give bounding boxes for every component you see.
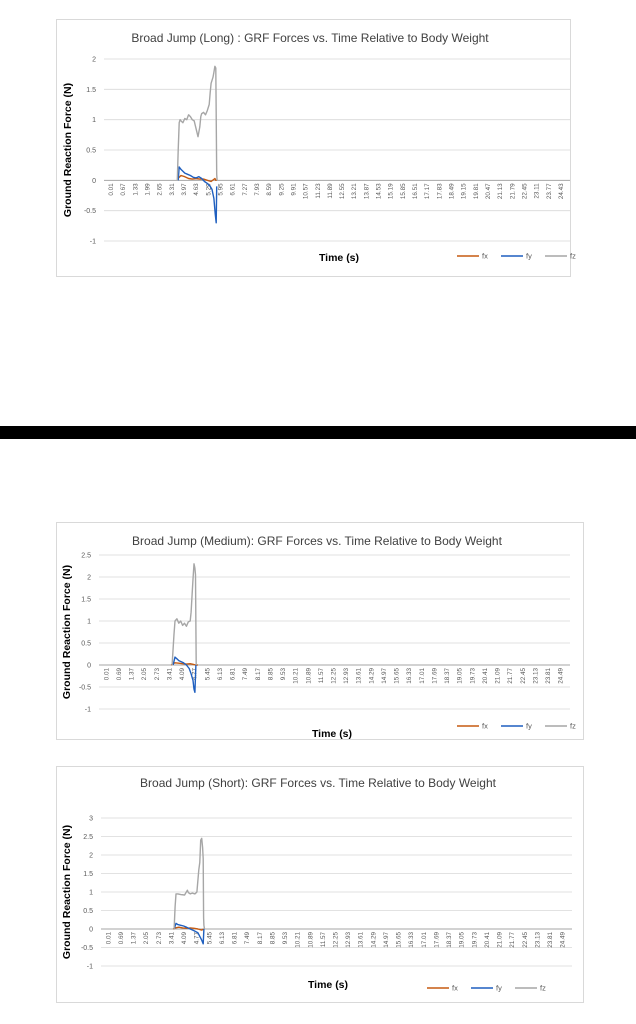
legend-label-fx: fx: [482, 721, 488, 731]
x-tick-label: 1.37: [130, 932, 138, 945]
chart-panel-medium: [56, 522, 584, 740]
x-tick-label: 0.67: [120, 183, 128, 196]
x-tick-label: 19.73: [471, 932, 479, 948]
x-tick-label: 4.09: [179, 668, 187, 681]
x-tick-label: 6.81: [231, 932, 239, 945]
x-tick-label: 14.29: [368, 668, 376, 684]
x-tick-label: 13.61: [357, 932, 365, 948]
x-tick-label: 14.97: [380, 668, 388, 684]
x-tick-label: 19.73: [469, 668, 477, 684]
x-tick-label: 7.93: [253, 183, 261, 196]
x-tick-label: 7.49: [242, 668, 250, 681]
y-tick-label: -0.5: [83, 208, 96, 216]
x-tick-label: 0.01: [103, 668, 111, 681]
legend: [457, 722, 576, 731]
legend-label-fz: fz: [540, 983, 546, 993]
x-tick-label: 10.57: [302, 183, 310, 200]
y-tick-label: -1: [86, 963, 93, 971]
x-tick-label: 6.13: [216, 668, 224, 681]
y-axis-label: Ground Reaction Force (N): [61, 564, 73, 700]
x-tick-label: 9.25: [278, 183, 286, 196]
x-tick-label: 12.25: [330, 668, 338, 684]
x-tick-label: 12.93: [343, 668, 351, 684]
y-tick-label: 1.5: [83, 871, 93, 878]
legend-label-fy: fy: [526, 721, 532, 731]
y-tick-label: 2.5: [83, 834, 93, 841]
x-tick-label: 21.79: [509, 183, 517, 200]
x-tick-label: 14.97: [382, 932, 390, 948]
x-tick-label: 21.09: [496, 932, 504, 948]
x-tick-label: 17.01: [420, 932, 428, 948]
chart-long: [57, 20, 576, 278]
x-tick-label: 23.13: [532, 668, 540, 684]
y-tick-label: -1: [89, 238, 96, 246]
y-tick-label: 1: [92, 117, 96, 125]
x-tick-label: 23.81: [545, 668, 553, 684]
x-tick-label: 15.19: [387, 183, 395, 200]
x-tick-label: 12.93: [345, 932, 353, 948]
x-tick-label: 1.99: [144, 183, 152, 196]
x-tick-label: 7.49: [244, 932, 252, 945]
y-tick-label: 0: [92, 177, 96, 185]
x-tick-label: 17.69: [431, 668, 439, 684]
y-tick-label: 0: [89, 926, 93, 934]
x-tick-label: 0.01: [105, 932, 113, 945]
y-tick-label: 3: [89, 815, 93, 823]
x-tick-label: 22.45: [519, 668, 527, 684]
x-tick-label: 2.73: [155, 932, 163, 945]
y-tick-label: 0.5: [81, 640, 91, 648]
x-tick-label: 5.29: [205, 183, 213, 196]
x-tick-label: 10.21: [292, 668, 300, 684]
x-tick-label: 6.81: [229, 668, 237, 681]
x-tick-label: 15.85: [399, 183, 407, 200]
x-tick-label: 24.43: [557, 183, 565, 200]
x-tick-label: 1.33: [132, 183, 140, 196]
x-tick-label: 23.13: [534, 932, 542, 948]
legend-label-fz: fz: [570, 251, 576, 261]
x-tick-label: 8.85: [269, 932, 277, 945]
y-tick-label: 2: [92, 56, 96, 64]
legend-label-fx: fx: [482, 251, 488, 261]
x-tick-label: 13.61: [355, 668, 363, 684]
chart-panel-long: [56, 19, 576, 277]
series-line-fz: [174, 838, 204, 929]
x-tick-label: 2.73: [153, 668, 161, 681]
y-tick-label: 2: [89, 852, 93, 860]
x-tick-label: 19.81: [472, 183, 480, 200]
x-tick-label: 3.31: [168, 183, 176, 196]
x-tick-label: 23.81: [547, 932, 555, 948]
x-tick-label: 18.49: [448, 183, 456, 200]
x-tick-label: 21.77: [509, 932, 517, 948]
x-tick-label: 0.69: [117, 932, 125, 945]
legend-label-fx: fx: [452, 983, 458, 993]
chart-title: Broad Jump (Short): GRF Forces vs. Time Relative to Body Weight: [140, 776, 496, 790]
x-tick-label: 2.05: [143, 932, 151, 945]
x-tick-label: 23.11: [533, 183, 541, 199]
x-tick-label: 17.01: [418, 668, 426, 684]
x-tick-label: 11.57: [319, 932, 327, 948]
x-tick-label: 14.53: [375, 183, 383, 200]
x-tick-label: 10.89: [305, 668, 313, 684]
x-tick-label: 11.57: [317, 668, 325, 684]
x-tick-label: 23.77: [545, 183, 553, 200]
x-tick-label: 21.77: [507, 668, 515, 684]
x-tick-label: 22.45: [521, 183, 529, 200]
x-tick-label: 3.41: [168, 932, 176, 945]
x-tick-label: 9.91: [290, 183, 298, 196]
x-tick-label: 19.15: [460, 183, 468, 200]
series-line-fz: [177, 66, 217, 180]
x-tick-label: 2.05: [141, 668, 149, 681]
y-tick-label: 2.5: [81, 552, 91, 560]
x-axis-label: Time (s): [318, 252, 360, 264]
series-line-fz: [172, 564, 196, 665]
y-tick-label: 1: [89, 889, 93, 897]
y-axis-label: Ground Reaction Force (N): [61, 824, 73, 960]
chart-medium: [57, 523, 585, 741]
x-tick-label: 17.83: [436, 183, 444, 200]
x-tick-label: 3.41: [166, 668, 174, 681]
y-tick-label: -0.5: [78, 684, 91, 692]
x-tick-label: 24.49: [557, 668, 565, 684]
x-tick-label: 8.85: [267, 668, 275, 681]
legend-label-fz: fz: [570, 721, 576, 731]
legend: [427, 984, 546, 993]
y-tick-label: 1.5: [81, 596, 91, 604]
x-tick-label: 0.01: [108, 183, 116, 196]
y-axis-label: Ground Reaction Force (N): [62, 82, 74, 218]
y-tick-label: 0: [87, 662, 91, 670]
y-tick-label: 0.5: [86, 147, 96, 155]
x-tick-label: 7.27: [241, 183, 249, 196]
legend-label-fy: fy: [496, 983, 502, 993]
x-tick-label: 16.51: [412, 183, 420, 200]
x-tick-label: 6.13: [218, 932, 226, 945]
x-tick-label: 19.05: [456, 668, 464, 684]
y-tick-label: -1: [84, 706, 91, 714]
x-tick-label: 13.87: [363, 183, 371, 200]
y-tick-label: 1.5: [86, 86, 96, 94]
x-tick-label: 11.23: [314, 183, 322, 199]
x-tick-label: 3.97: [181, 183, 189, 196]
y-tick-label: 2: [87, 574, 91, 582]
x-tick-label: 13.21: [351, 183, 359, 200]
black-divider-bar: [0, 426, 636, 439]
x-tick-label: 2.65: [156, 183, 164, 196]
x-tick-label: 24.49: [559, 932, 567, 948]
x-tick-label: 10.89: [307, 932, 315, 948]
x-tick-label: 14.29: [370, 932, 378, 948]
x-tick-label: 0.69: [115, 668, 123, 681]
x-tick-label: 4.09: [181, 932, 189, 945]
x-tick-label: 4.63: [193, 183, 201, 196]
legend: [457, 252, 576, 261]
x-tick-label: 18.37: [444, 668, 452, 684]
x-tick-label: 21.13: [497, 183, 505, 200]
x-tick-label: 5.45: [204, 668, 212, 681]
chart-short: [57, 767, 585, 1004]
x-tick-label: 12.25: [332, 932, 340, 948]
x-tick-label: 1.37: [128, 668, 136, 681]
x-tick-label: 8.17: [254, 668, 262, 681]
y-tick-label: -0.5: [80, 945, 93, 952]
x-tick-label: 5.45: [206, 932, 214, 945]
x-tick-label: 11.89: [326, 183, 334, 199]
x-tick-label: 17.69: [433, 932, 441, 948]
y-tick-label: 1: [87, 618, 91, 626]
x-tick-label: 8.59: [266, 183, 274, 196]
x-tick-label: 12.55: [339, 183, 347, 200]
x-tick-label: 8.17: [256, 932, 264, 945]
x-tick-label: 4.77: [191, 668, 199, 681]
x-tick-label: 19.05: [458, 932, 466, 948]
x-tick-label: 10.21: [294, 932, 302, 948]
x-tick-label: 16.33: [408, 932, 416, 948]
chart-panel-short: [56, 766, 584, 1003]
x-tick-label: 9.53: [282, 932, 290, 945]
x-tick-label: 17.17: [424, 183, 432, 200]
x-tick-label: 20.41: [483, 932, 491, 948]
y-tick-label: 0.5: [83, 908, 93, 915]
x-tick-label: 5.95: [217, 183, 225, 196]
x-axis-label: Time (s): [311, 728, 353, 740]
x-tick-label: 18.37: [446, 932, 454, 948]
x-tick-label: 22.45: [521, 932, 529, 948]
x-tick-label: 4.77: [193, 932, 201, 945]
x-tick-label: 20.47: [484, 183, 492, 200]
x-axis-label: Time (s): [307, 979, 349, 991]
legend-label-fy: fy: [526, 251, 532, 261]
chart-title: Broad Jump (Medium): GRF Forces vs. Time Relative to Body Weight: [132, 534, 502, 548]
x-tick-label: 6.61: [229, 183, 237, 196]
x-tick-label: 15.65: [395, 932, 403, 948]
chart-title: Broad Jump (Long) : GRF Forces vs. Time Relative to Body Weight: [131, 31, 489, 45]
x-tick-label: 21.09: [494, 668, 502, 684]
x-tick-label: 20.41: [481, 668, 489, 684]
x-tick-label: 15.65: [393, 668, 401, 684]
x-tick-label: 9.53: [280, 668, 288, 681]
x-tick-label: 16.33: [406, 668, 414, 684]
